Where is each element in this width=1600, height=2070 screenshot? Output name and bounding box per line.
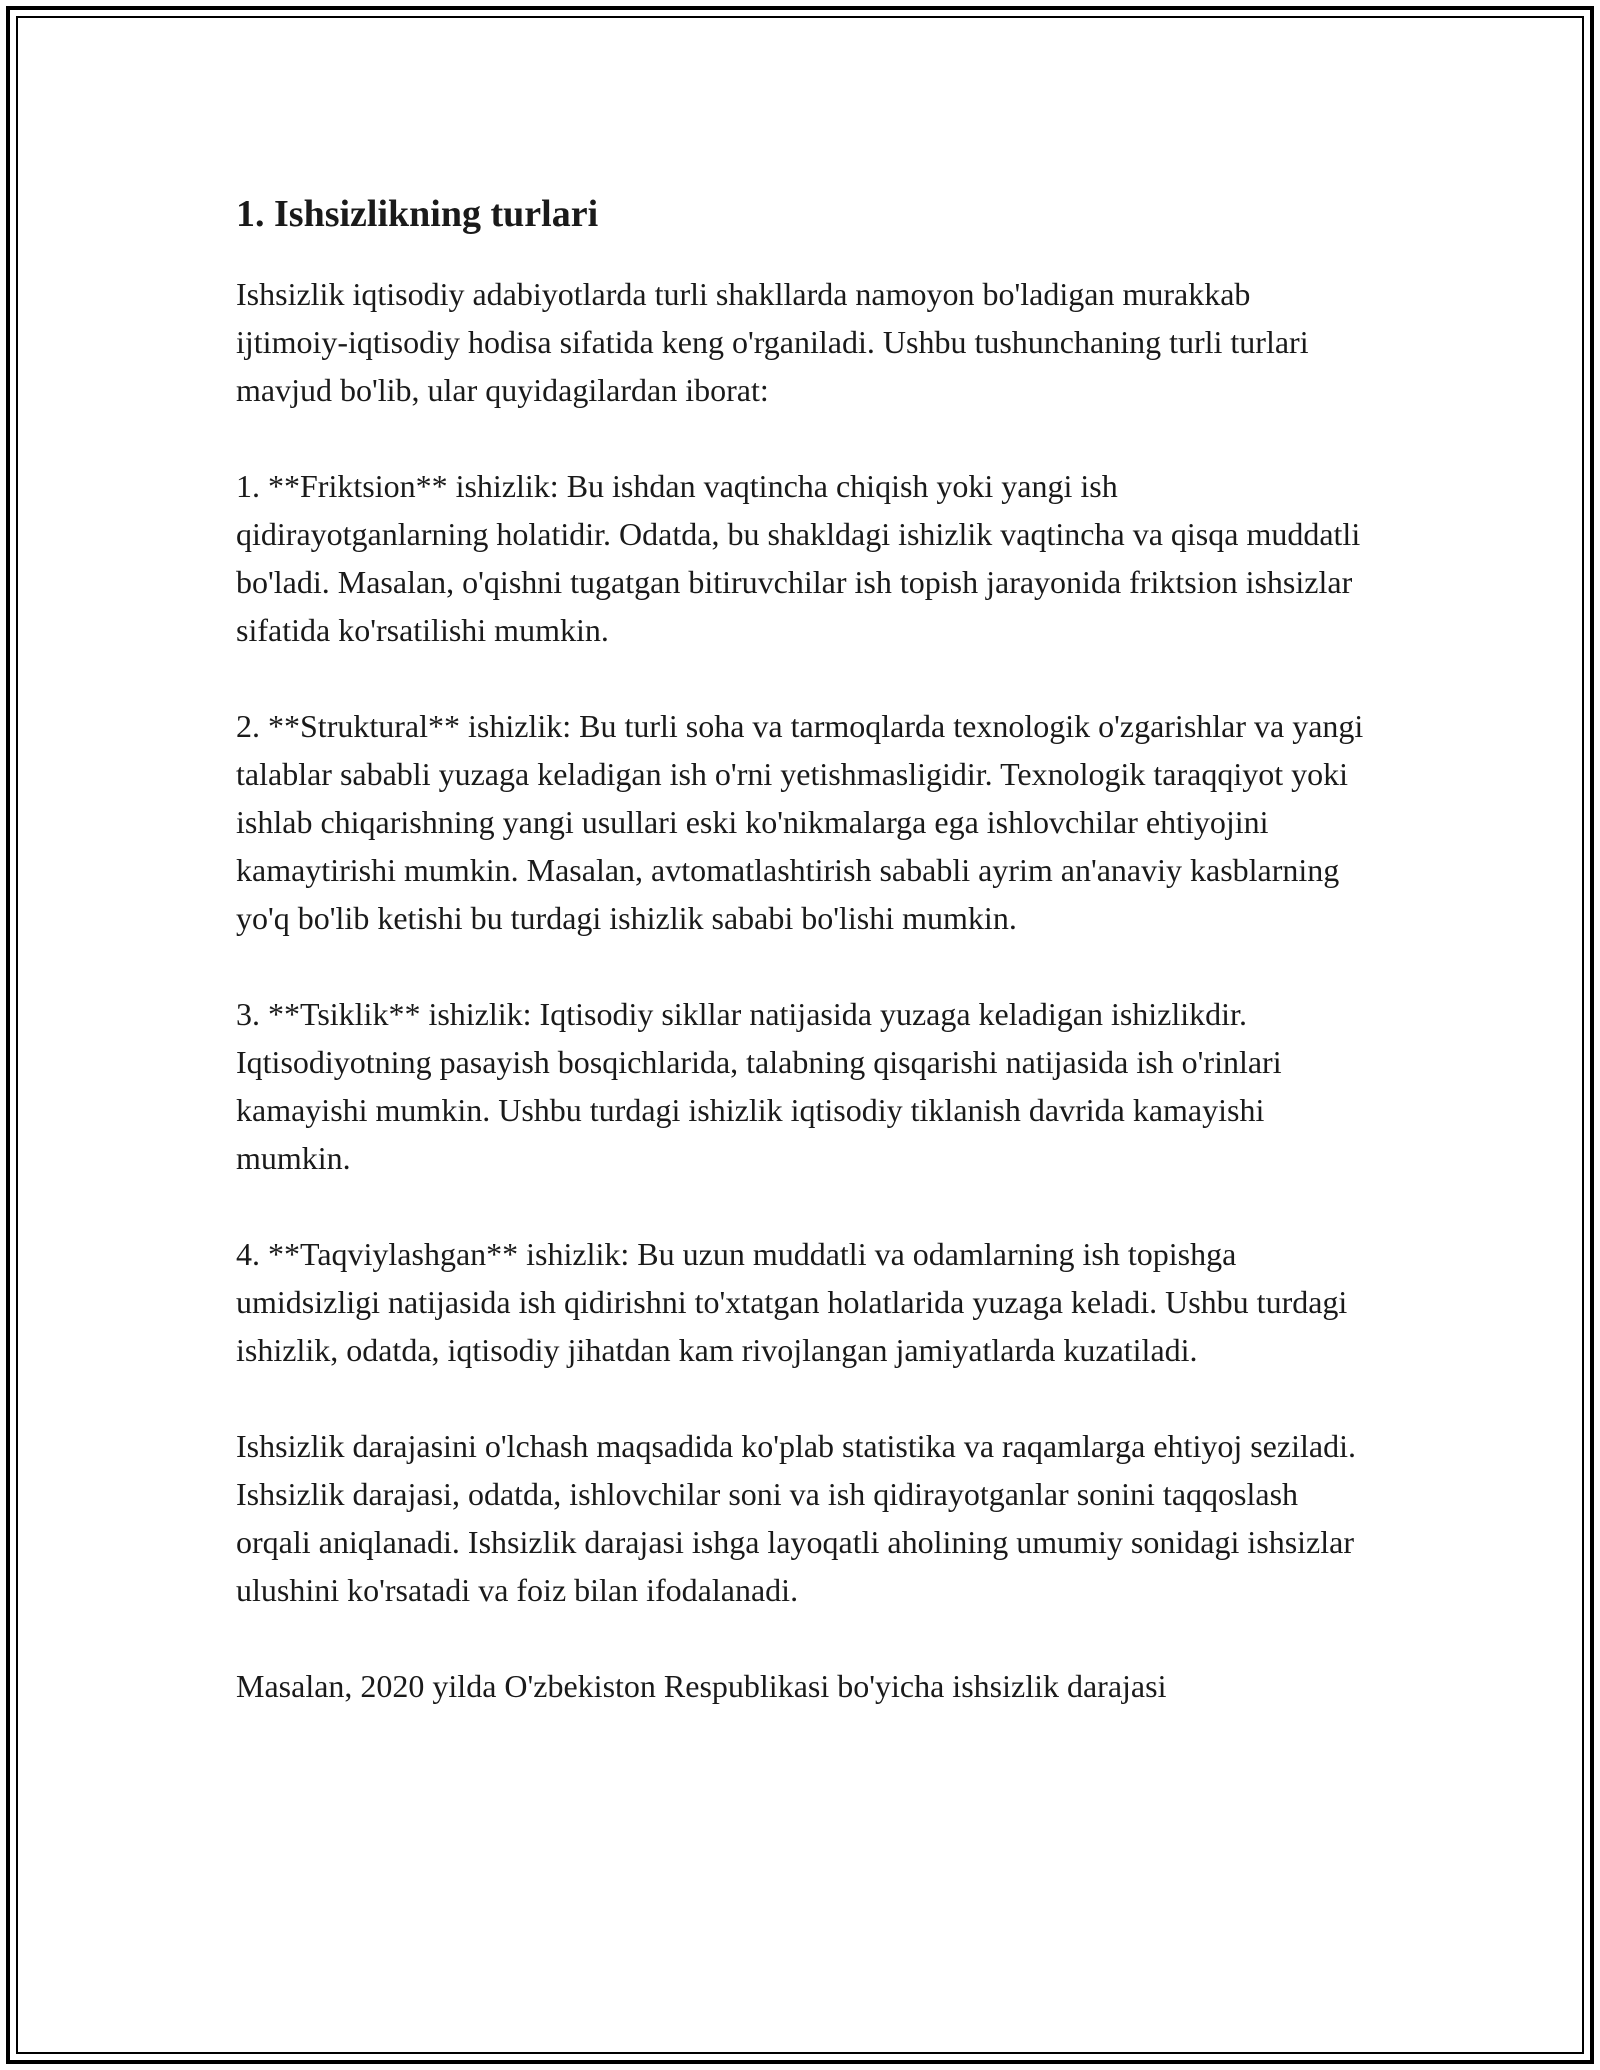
section-heading: 1. Ishsizlikning turlari [236, 193, 599, 235]
paragraph-frictional: 1. **Friktsion** ishizlik: Bu ishdan vaqtincha chiqish yoki yangi ish qidirayotganlarning holatidir. Odatda, bu shakldagi ishizlik vaqtincha va qisqa muddatli bo'ladi. Masalan, o'qishni tugatgan bitiruvchilar ish topish jarayonida friktsion ishsizlar sifatida ko'rsatilishi mumkin. [236, 468, 1361, 648]
paragraph-structural: 2. **Struktural** ishizlik: Bu turli soha va tarmoqlarda texnologik o'zgarishlar va yangi talablar sababli yuzaga keladigan ish o'rni yetishmasligidir. Texnologik taraqqiyot yoki ishlab chiqarishning yangi usullari eski ko'nikmalarga ega ishlovchilar ehtiyojini kamaytirishi mumkin. Masalan, avtomatlashtirish sababli ayrim an'anaviy kasblarning yo'q bo'lib ketishi bu turdagi ishizlik sababi bo'lishi mumkin. [236, 708, 1364, 936]
document-page [236, 186, 1366, 1758]
paragraph-intro: Ishsizlik iqtisodiy adabiyotlarda turli shakllarda namoyon bo'ladigan murakkab ijtimoiy-iqtisodiy hodisa sifatida keng o'rganiladi. Ushbu tushunchaning turli turlari mavjud bo'lib, ular quyidagilardan iborat: [236, 276, 1309, 408]
paragraph-discouraged: 4. **Taqviylashgan** ishizlik: Bu uzun muddatli va odamlarning ish topishga umidsizligi natijasida ish qidirishni to'xtatgan holatlarida yuzaga keladi. Ushbu turdagi ishizlik, odatda, iqtisodiy jihatdan kam rivojlangan jamiyatlarda kuzatiladi. [236, 1236, 1348, 1368]
paragraph-example: Masalan, 2020 yilda O'zbekiston Respublikasi bo'yicha ishsizlik darajasi [236, 1668, 1167, 1704]
paragraph-cyclical: 3. **Tsiklik** ishizlik: Iqtisodiy sikllar natijasida yuzaga keladigan ishizlikdir. Iqtisodiyotning pasayish bosqichlarida, talabning qisqarishi natijasida ish o'rinlari kamayishi mumkin. Ushbu turdagi ishizlik iqtisodiy tiklanish davrida kamayishi mumkin. [236, 996, 1282, 1176]
paragraph-measurement: Ishsizlik darajasini o'lchash maqsadida ko'plab statistika va raqamlarga ehtiyoj seziladi. Ishsizlik darajasi, odatda, ishlovchilar soni va ish qidirayotganlar sonini taqqoslash orqali aniqlanadi. Ishsizlik darajasi ishga layoqatli aholining umumiy sonidagi ishsizlar ulushini ko'rsatadi va foiz bilan ifodalanadi. [236, 1428, 1356, 1608]
